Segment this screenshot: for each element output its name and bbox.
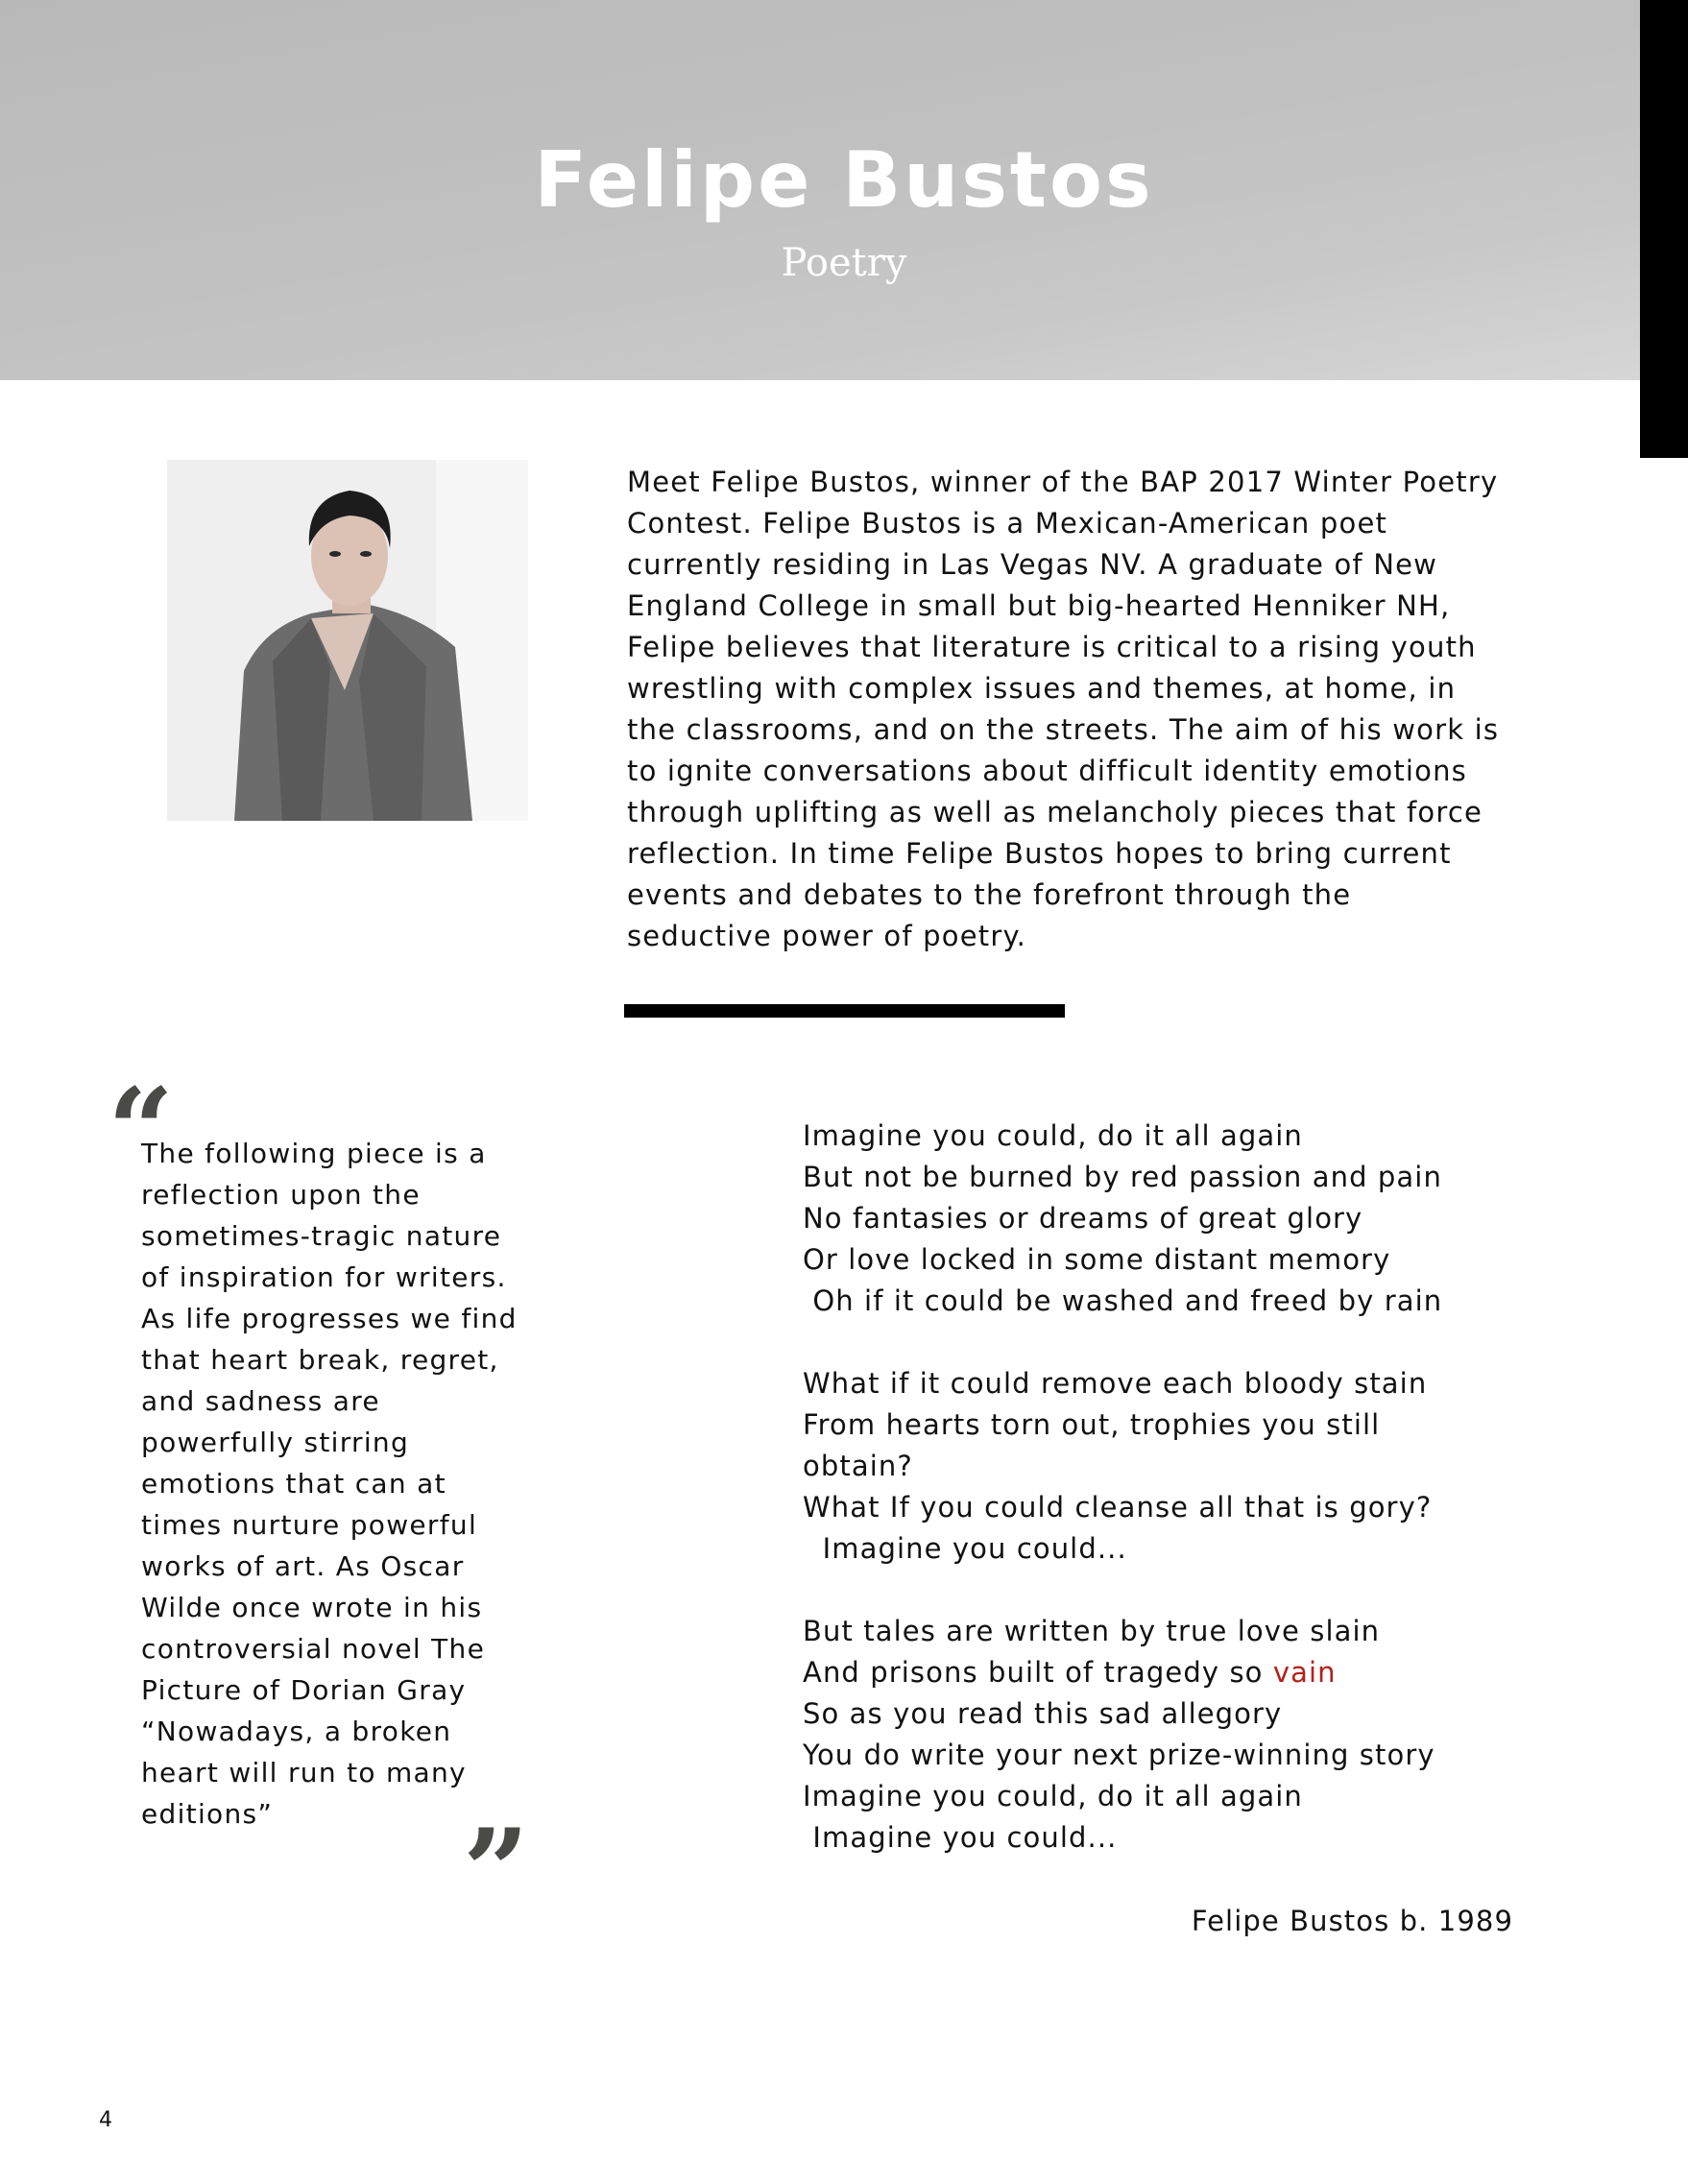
poem-line: But not be burned by red passion and pain [803,1161,1442,1193]
bio-line: England College in small but big-hearted Henniker NH, [627,589,1451,622]
bio-line: Meet Felipe Bustos, winner of the BAP 2017 Winter Poetry [627,466,1499,498]
quote-line: Picture of Dorian Gray [141,1674,467,1706]
poem [803,1116,1532,1859]
quote-line: works of art. As Oscar [141,1550,465,1582]
poem-line: You do write your next prize-winning story [803,1739,1435,1771]
quote-line: powerfully stirring [141,1427,410,1458]
open-quote-icon: “ [108,1063,175,1198]
poem-line: Imagine you could... [803,1532,1127,1565]
quote-line: times nurture powerful [141,1509,478,1541]
poem-line: No fantasies or dreams of great glory [803,1202,1363,1235]
quote-line: that heart break, regret, [141,1344,499,1376]
poem-line-text: And prisons built of tragedy so [803,1656,1273,1689]
poem-line: From hearts torn out, trophies you still [803,1408,1381,1441]
bio-line: reflection. In time Felipe Bustos hopes to bring current [627,837,1452,870]
quote-line: As life progresses we find [141,1303,518,1334]
poem-line: Imagine you could, do it all again [803,1780,1303,1812]
bio-line: through uplifting as well as melancholy pieces that force [627,796,1483,828]
poem-line: So as you read this sad allegory [803,1697,1283,1730]
author-photo [167,460,528,821]
quote-line: “Nowadays, a broken [141,1716,452,1747]
section-subtitle: Poetry [781,241,907,285]
page-title: Felipe Bustos [534,135,1154,225]
quote-line: and sadness are [141,1385,380,1417]
poem-signature: Felipe Bustos b. 1989 [1191,1905,1513,1937]
poem-line: What if it could remove each bloody stain [803,1367,1428,1400]
bio-line: the classrooms, and on the streets. The aim of his work is [627,713,1500,746]
quote-line: emotions that can at [141,1468,446,1500]
quote-line: heart will run to many [141,1757,467,1788]
stanza-break [803,1322,1532,1363]
quote-line: of inspiration for writers. [141,1261,507,1293]
pull-quote [141,1133,544,1835]
bio-line: seductive power of poetry. [627,920,1027,952]
side-accent-bar [1640,0,1688,458]
quote-line: reflection upon the [141,1179,421,1211]
bio-line: to ignite conversations about difficult identity emotions [627,755,1467,787]
quote-line: controversial novel The [141,1633,486,1665]
poem-line: What If you could cleanse all that is gory? [803,1491,1433,1524]
stanza-break [803,1570,1532,1611]
bio-line: events and debates to the forefront through the [627,878,1352,911]
bio-line: wrestling with complex issues and themes, at home, in [627,672,1457,705]
poem-line: Or love locked in some distant memory [803,1243,1391,1276]
quote-line: editions” [141,1798,274,1830]
highlighted-word: vain [1272,1656,1337,1689]
poem-line: Imagine you could, do it all again [803,1119,1303,1152]
portrait-illustration [167,460,528,821]
quote-line: The following piece is a [141,1138,487,1169]
close-quote-icon: ” [463,1804,530,1939]
bio-line: currently residing in Las Vegas NV. A graduate of New [627,548,1438,581]
bio-line: Contest. Felipe Bustos is a Mexican-American poet [627,507,1388,540]
quote-line: Wilde once wrote in his [141,1592,483,1623]
poem-line: But tales are written by true love slain [803,1615,1381,1647]
poem-line: Oh if it could be washed and freed by rain [803,1284,1443,1317]
section-divider [624,1004,1065,1018]
bio-line: Felipe believes that literature is critical to a rising youth [627,631,1477,663]
poem-line: Imagine you could... [803,1821,1118,1854]
quote-line: sometimes-tragic nature [141,1220,502,1252]
author-bio [627,462,1539,957]
poem-line: obtain? [803,1450,913,1482]
page-number: 4 [99,2108,112,2132]
poem-line [803,1652,1532,1693]
